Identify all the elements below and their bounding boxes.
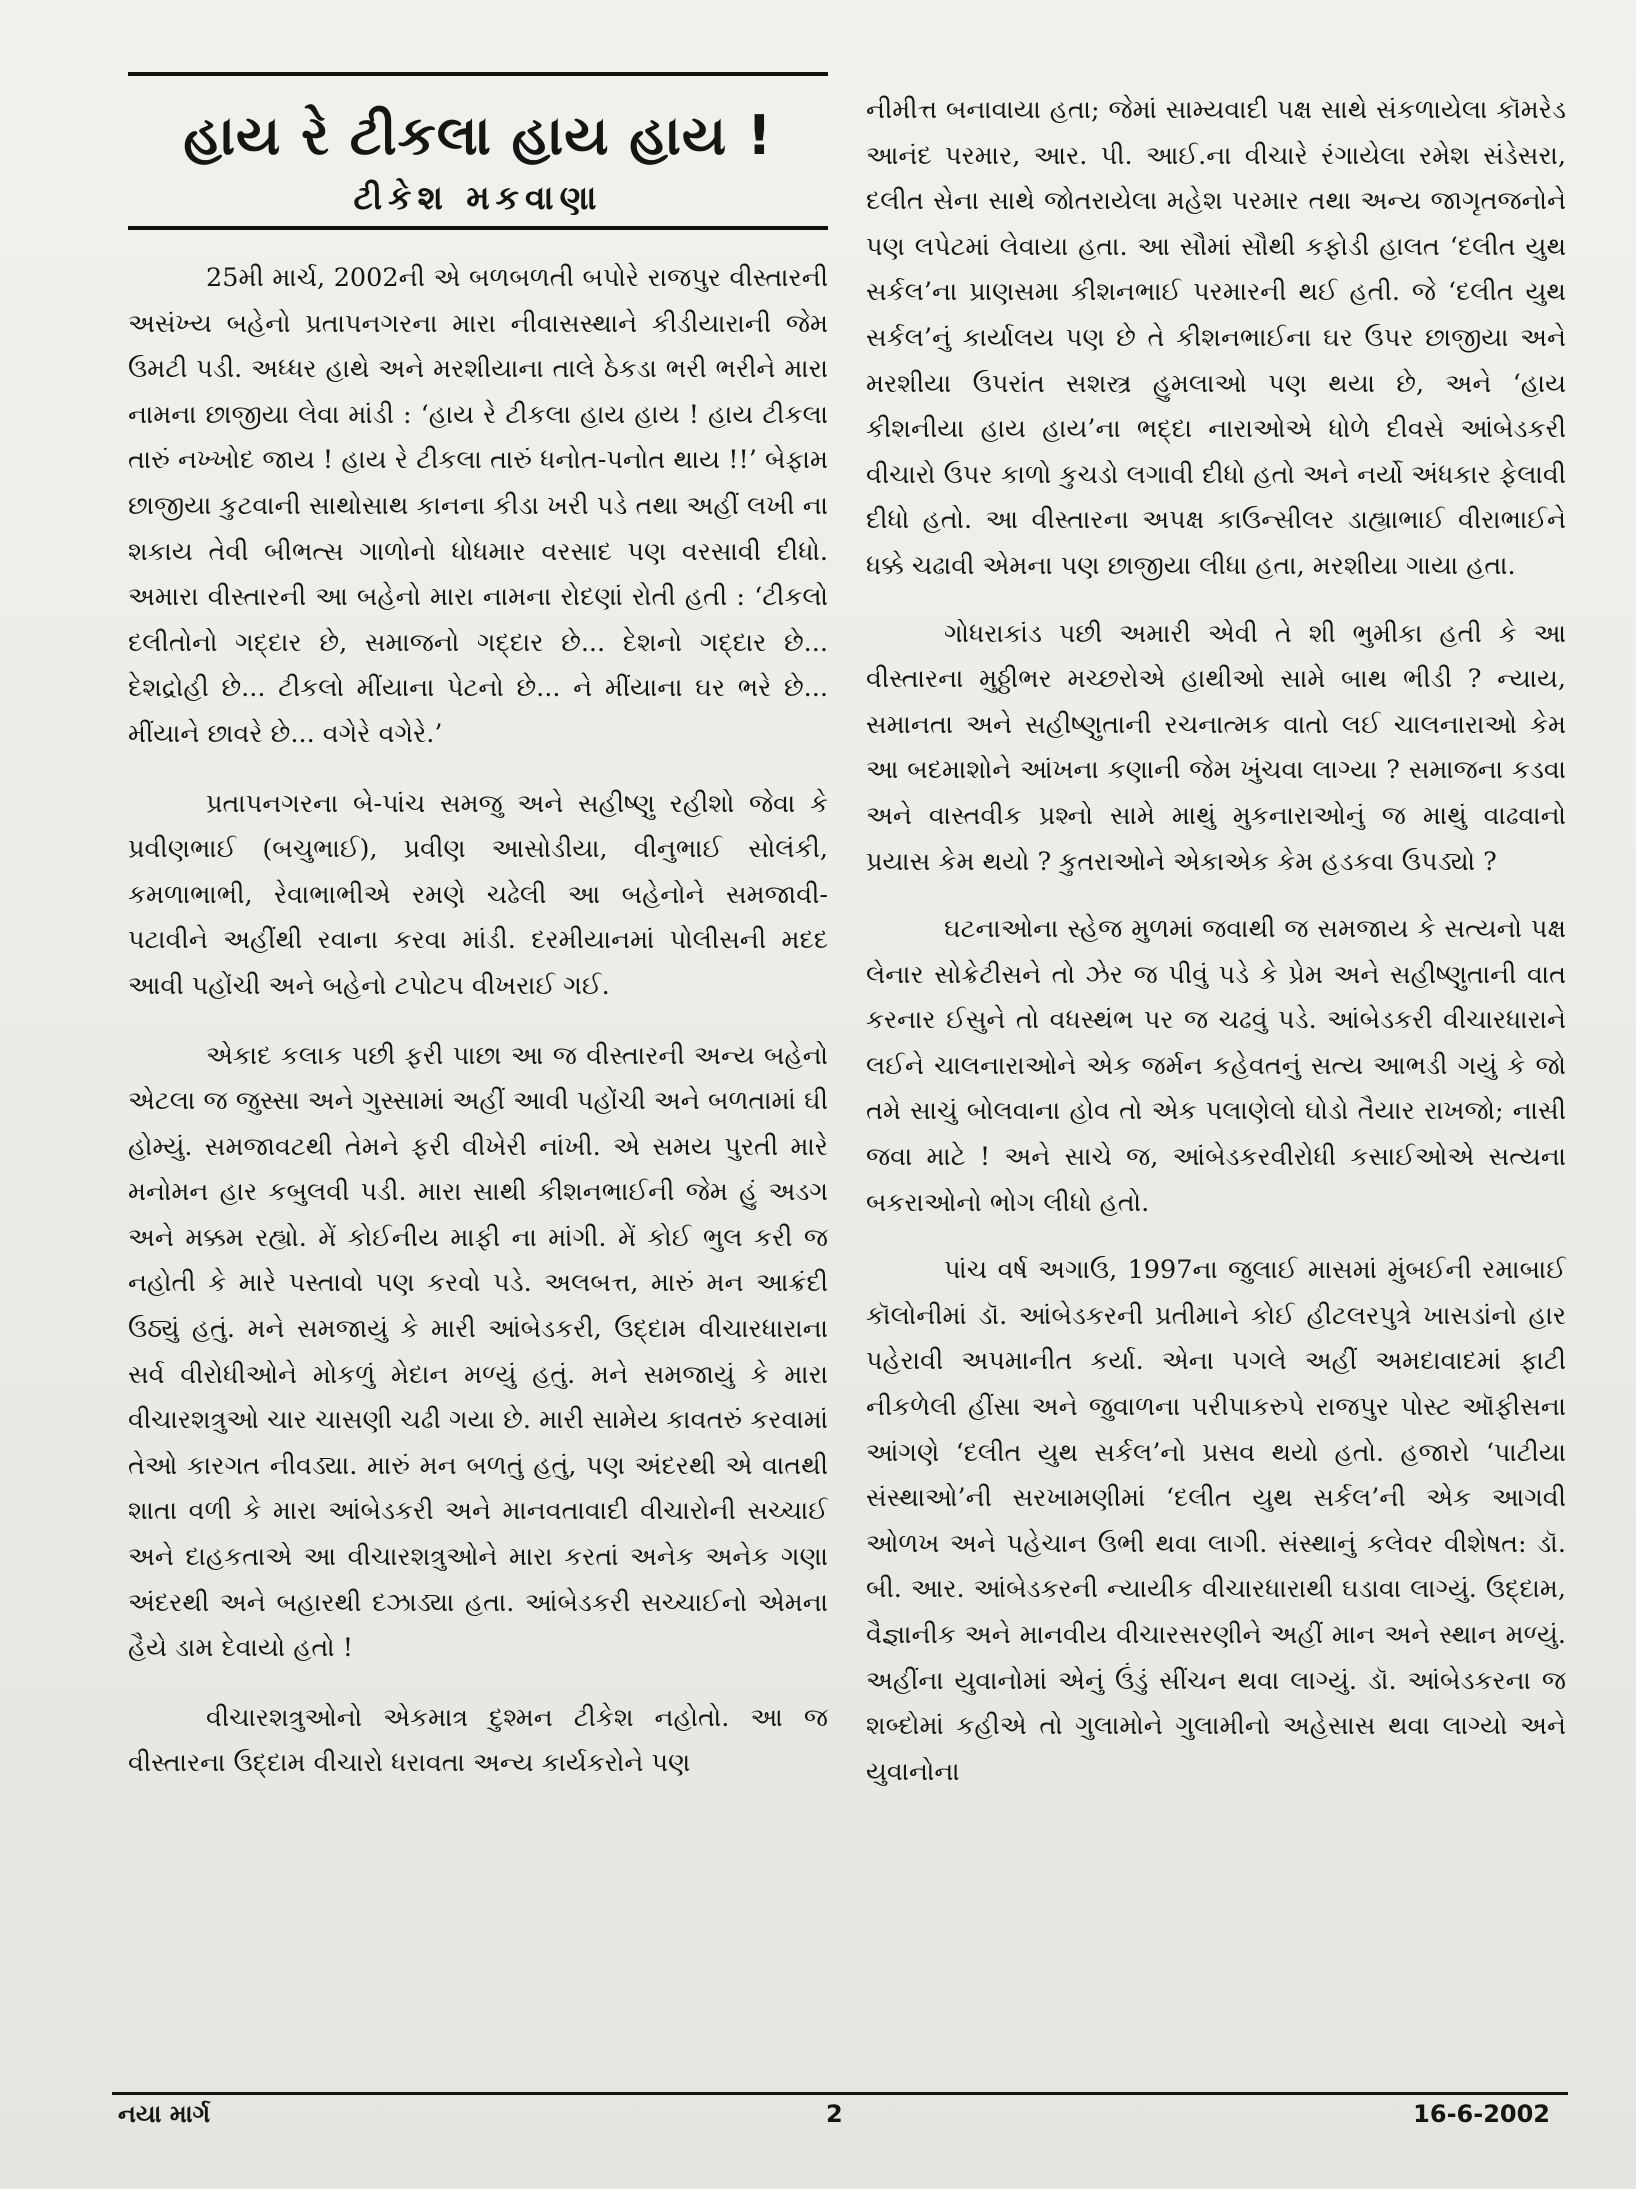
article-paragraph: પાંચ વર્ષ અગાઉ, 1997ના જુલાઈ માસમાં મુંબઈની રમાબાઈ કૉલોનીમાં ડૉ. આંબેડકરની પ્રતીમાને કોઈ હીટલરપુત્રે ખાસડાંનો હાર પહેરાવી અપમાનીત કર્યા. એના પગલે અહીં અમદાવાદમાં ફાટી નીકળેલી હીંસા અને જુવાળના પરીપાકરુપે રાજપુર પોસ્ટ ઑફીસના આંગણે ‘દલીત યુથ સર્કલ’નો પ્રસવ થયો હતો. હજારો ‘પાટીયા સંસ્થાઓ’ની સરખામણીમાં ‘દલીત યુથ સર્કલ’ની એક આગવી ઓળખ અને પહેચાન ઉભી થવા લાગી. સંસ્થાનું કલેવર વીશેષત: ડૉ. બી. આર. આંબેડકરની ન્યાયીક વીચારધારાથી ઘડાવા લાગ્યું. ઉદ્દામ, વૈજ્ઞાનીક અને માનવીય વીચારસરણીને અહીં માન અને સ્થાન મળ્યું. અહીંના યુવાનોમાં એનું ઉંડું સીંચન થવા લાગ્યું. ડૉ. આંબેડકરના જ શબ્દોમાં કહીએ તો ગુલામોને ગુલામીનો અહેસાસ થવા લાગ્યો અને યુવાનોના [866, 1255, 1566, 1787]
publication-name: નયા માર્ગ [118, 2100, 211, 2128]
page-number: 2 [826, 2100, 843, 2128]
article-author: ટીકેશ મકવાણા [353, 178, 603, 217]
article-paragraph: એકાદ કલાક પછી ફરી પાછા આ જ વીસ્તારની અન્ય બહેનો એટલા જ જુસ્સા અને ગુસ્સામાં અહીં આવી પહોંચી અને બળતામાં ઘી હોમ્યું. સમજાવટથી તેમને ફરી વીખેરી નાંખી. એ સમય પુરતી મારે મનોમન હાર કબુલવી પડી. મારા સાથી કીશનભાઈની જેમ હું અડગ અને મક્કમ રહ્યો. મેં કોઈનીય માફી ના માંગી. મેં કોઈ ભુલ કરી જ નહોતી કે મારે પસ્તાવો પણ કરવો પડે. અલબત્ત, મારું મન આક્રંદી ઉઠ્યું હતું. મને સમજાયું કે મારી આંબેડકરી, ઉદ્દામ વીચારધારાના સર્વ વીરોધીઓને મોકળું મેદાન મળ્યું હતું. મને સમજાયું કે મારા વીચારશત્રુઓ ચાર ચાસણી ચઢી ગયા છે. મારી સામેય કાવતરું કરવામાં તેઓ કારગત નીવડ્યા. મારું મન બળતું હતું, પણ અંદરથી એ વાતથી શાતા વળી કે મારા આંબેડકરી અને માનવતાવાદી વીચારોની સચ્ચાઈ અને દાહકતાએ આ વીચારશત્રુઓને મારા કરતાં અનેક અનેક ગણા અંદરથી અને બહારથી દઝાડ્યા હતા. આંબેડકરી સચ્ચાઈનો એમના હૈયે ડામ દેવાયો હતો ! [128, 1040, 828, 1664]
article-paragraph: 25મી માર્ચ, 2002ની એ બળબળતી બપોરે રાજપુર વીસ્તારની અસંખ્ય બહેનો પ્રતાપનગરના મારા નીવાસસ્થાને કીડીયારાની જેમ ઉમટી પડી. અધ્ધર હાથે અને મરશીયાના તાલે ઠેકડા ભરી ભરીને મારા નામના છાજીયા લેવા માંડી : ‘હાય રે ટીકલા હાય હાય ! હાય ટીકલા તારું નખ્ખોદ જાય ! હાય રે ટીકલા તારું ધનોત-પનોત થાય !!’ બેફામ છાજીયા કુટવાની સાથોસાથ કાનના કીડા ખરી પડે તથા અહીં લખી ના શકાય તેવી બીભત્સ ગાળોનો ધોધમાર વરસાદ પણ વરસાવી દીધો. અમારા વીસ્તારની આ બહેનો મારા નામના રોદણાં રોતી હતી : ‘ટીકલો દલીતોનો ગદ્દાર છે, સમાજનો ગદ્દાર છે... દેશનો ગદ્દાર છે... દેશદ્રોહી છે... ટીકલો મીંયાના પેટનો છે... ને મીંયાના ઘર ભરે છે... મીંયાને છાવરે છે... વગેરે વગેરે.’ [128, 263, 828, 749]
article-paragraph: વીચારશત્રુઓનો એકમાત્ર દુશ્મન ટીકેશ નહોતો. આ જ વીસ્તારના ઉદ્દામ વીચારો ધરાવતા અન્ય કાર્યકરોને પણ [128, 1702, 828, 1779]
left-column [128, 256, 828, 1787]
article-paragraph: ગોધરાકાંડ પછી અમારી એવી તે શી ભુમીકા હતી કે આ વીસ્તારના મુઠ્ઠીભર મચ્છરોએ હાથીઓ સામે બાથ ભીડી ? ન્યાય, સમાનતા અને સહીષ્ણુતાની રચનાત્મક વાતો લઈ ચાલનારાઓ કેમ આ બદમાશોને આંખના કણાની જેમ ખુંચવા લાગ્યા ? સમાજના કડવા અને વાસ્તવીક પ્રશ્નો સામે માથું મુકનારાઓનું જ માથું વાઢવાનો પ્રયાસ કેમ થયો ? કુતરાઓને એકાએક કેમ હડકવા ઉપડ્યો ? [866, 618, 1566, 877]
article-title: હાય રે ટીકલા હાય હાય ! [183, 104, 773, 167]
publication-date: 16-6-2002 [1413, 2100, 1550, 2128]
title-bottom-rule [128, 226, 828, 230]
article-paragraph: નીમીત્ત બનાવાયા હતા; જેમાં સામ્યવાદી પક્ષ સાથે સંકળાયેલા કૉમરેડ આનંદ પરમાર, આર. પી. આઈ.ના વીચારે રંગાયેલા રમેશ સંડેસરા, દલીત સેના સાથે જોતરાયેલા મહેશ પરમાર તથા અન્ય જાગૃતજનોને પણ લપેટમાં લેવાયા હતા. આ સૌમાં સૌથી કફોડી હાલત ‘દલીત યુથ સર્કલ’ના પ્રાણસમા કીશનભાઈ પરમારની થઈ હતી. જે ‘દલીત યુથ સર્કલ’નું કાર્યાલય પણ છે તે કીશનભાઈના ઘર ઉપર છાજીયા અને મરશીયા ઉપરાંત સશસ્ત્ર હુમલાઓ પણ થયા છે, અને ‘હાય કીશનીયા હાય હાય’ના ભદ્દા નારાઓએ ધોળે દીવસે આંબેડકરી વીચારો ઉપર કાળો કુચડો લગાવી દીધો હતો અને નર્યો અંધકાર ફેલાવી દીધો હતો. આ વીસ્તારના અપક્ષ કાઉન્સીલર ડાહ્યાભાઈ વીરાભાઈને ધક્કે ચઢાવી એમના પણ છાજીયા લીધા હતા, મરશીયા ગાયા હતા. [866, 95, 1566, 581]
footer-rule [112, 2092, 1568, 2095]
article-paragraph: પ્રતાપનગરના બે-પાંચ સમજુ અને સહીષ્ણુ રહીશો જેવા કે પ્રવીણભાઈ (બચુભાઈ), પ્રવીણ આસોડીયા, વીનુભાઈ સોલંકી, કમળાભાભી, રેવાભાભીએ રમણે ચઢેલી આ બહેનોને સમજાવી-પટાવીને અહીંથી રવાના કરવા માંડી. દરમીયાનમાં પોલીસની મદદ આવી પહોંચી અને બહેનો ટપોટપ વીખરાઈ ગઈ. [128, 788, 828, 1001]
article-paragraph: ઘટનાઓના સ્હેજ મુળમાં જવાથી જ સમજાય કે સત્યનો પક્ષ લેનાર સોક્રેટીસને તો ઝેર જ પીવું પડે કે પ્રેમ અને સહીષ્ણુતાની વાત કરનાર ઈસુને તો વધસ્થંભ પર જ ચઢવું પડે. આંબેડકરી વીચારધારાને લઈને ચાલનારાઓને એક જર્મન કહેવતનું સત્ય આભડી ગયું કે જો તમે સાચું બોલવાના હોવ તો એક પલાણેલો ઘોડો તૈયાર રાખજો; નાસી જવા માટે ! અને સાચે જ, આંબેડકરવીરોધી કસાઈઓએ સત્યના બકરાઓનો ભોગ લીધો હતો. [866, 914, 1566, 1218]
right-column [866, 88, 1566, 1795]
title-top-rule [128, 72, 828, 76]
